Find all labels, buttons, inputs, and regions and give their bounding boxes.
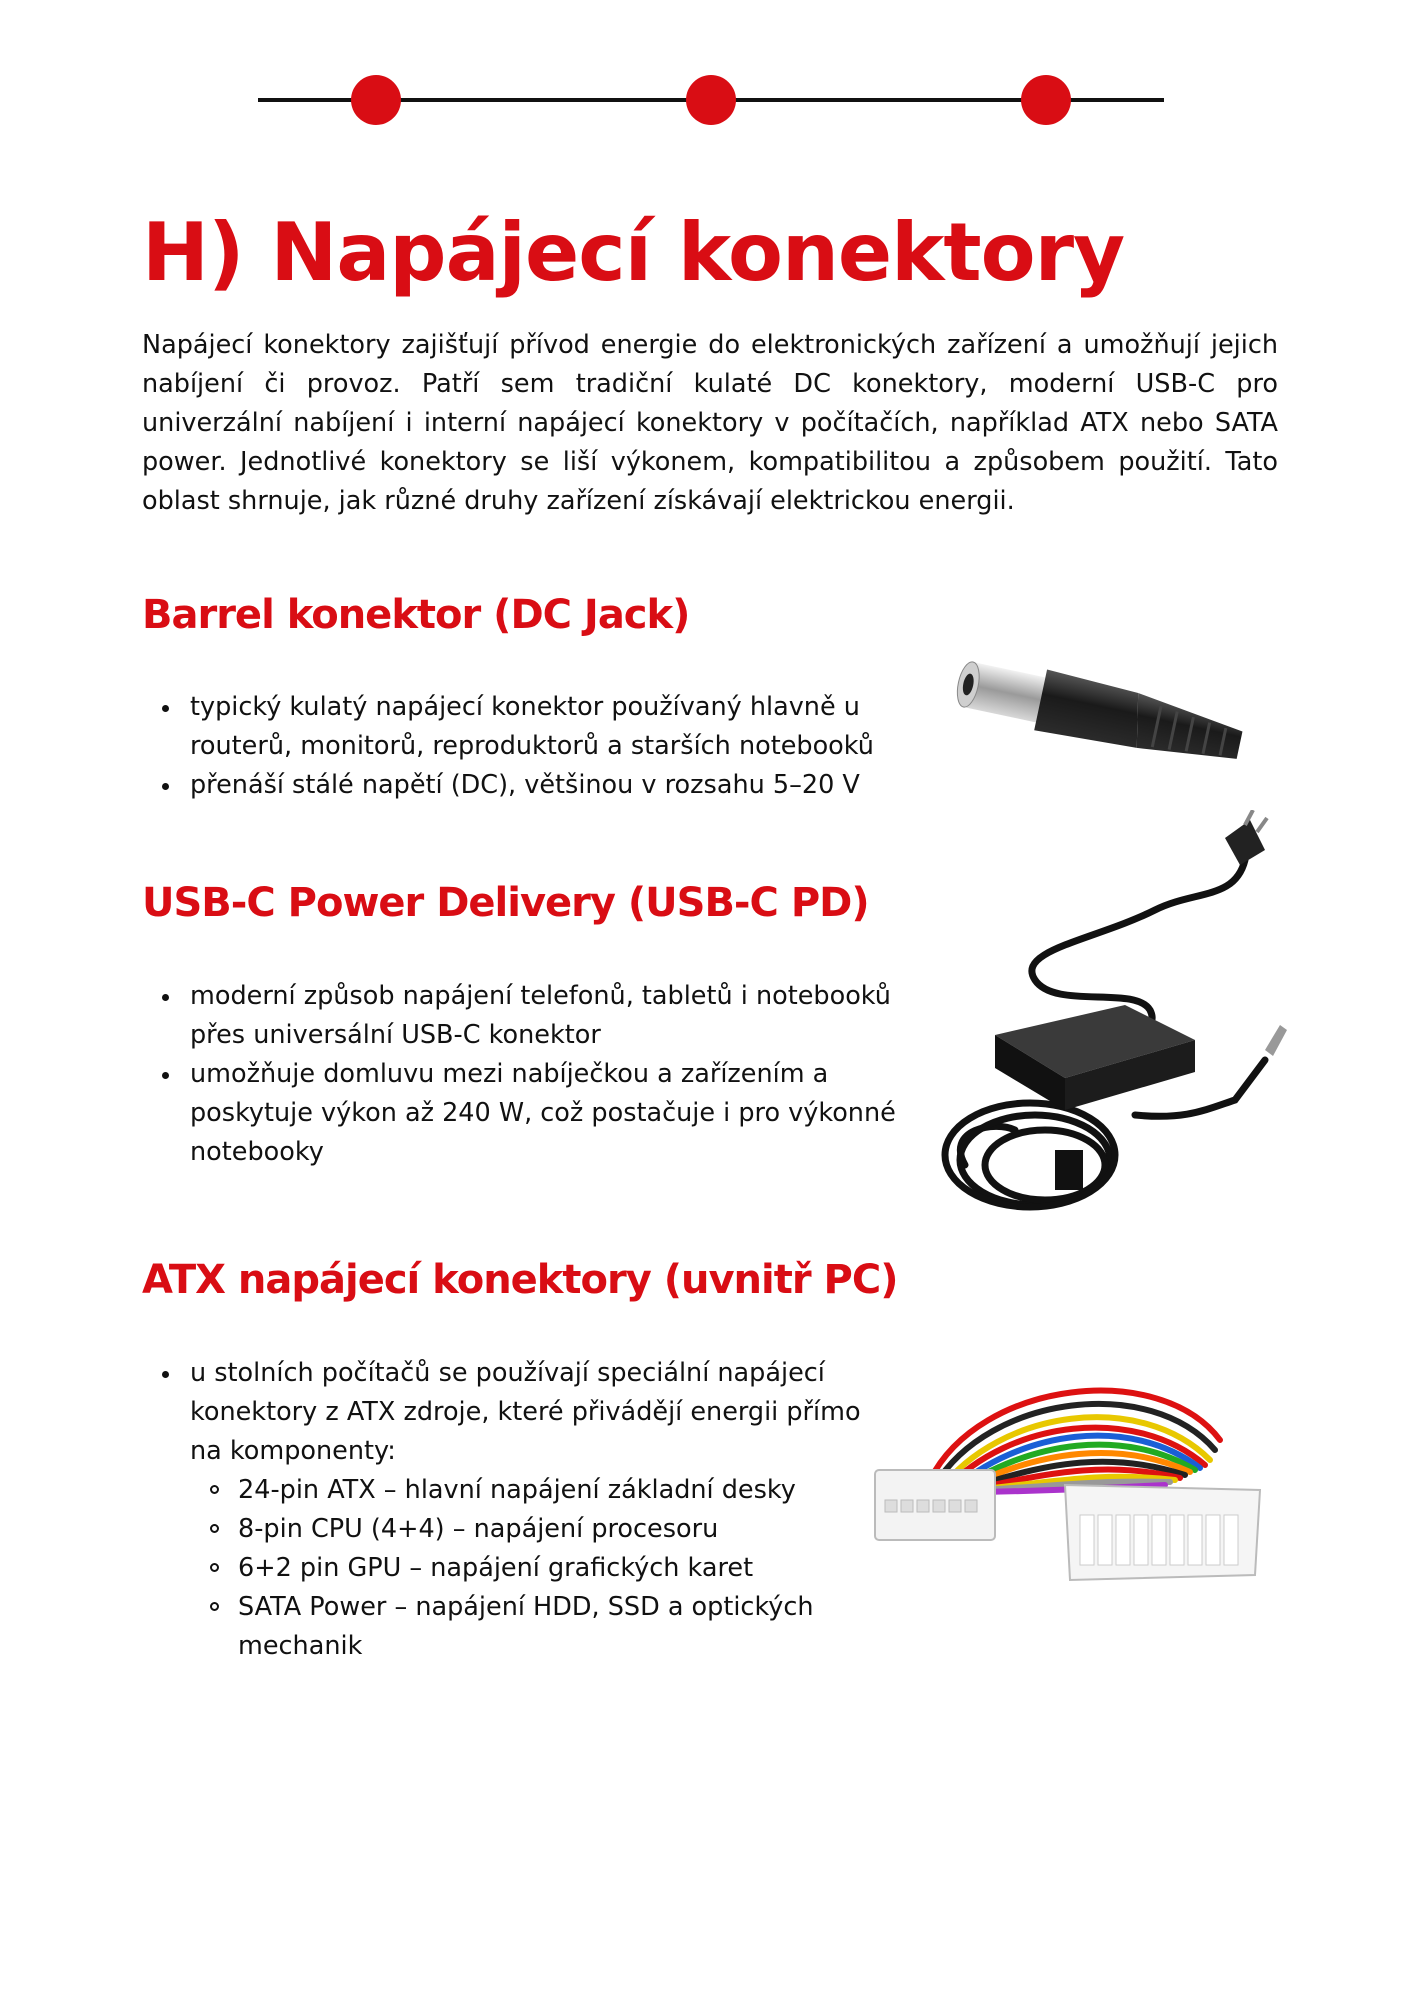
- section-heading-atx: ATX napájecí konektory (uvnitř PC): [142, 1257, 898, 1303]
- intro-paragraph: Napájecí konektory zajišťují přívod energie do elektronických zařízení a umožňují jejich nabíjení či provoz. Patří sem tradiční kulaté DC konektory, moderní USB-C pro univerzální nabíjení i interní napájecí konektory v počítačích, například ATX nebo SATA power. Jednotlivé konektory se liší výkonem, kompatibilitou a způsobem použití. Tato oblast shrnuje, jak různé druhy zařízení získávají elektrickou energii.: [142, 330, 1278, 516]
- list-item: umožňuje domluvu mezi nabíječkou a zařízením a poskytuje výkon až 240 W, což postačuje i pro výkonné notebooky: [190, 1055, 910, 1172]
- list-item: [190, 1354, 900, 1666]
- sub-list-item: 8-pin CPU (4+4) – napájení procesoru: [238, 1510, 900, 1549]
- sub-list-item: 24-pin ATX – hlavní napájení základní desky: [238, 1471, 900, 1510]
- decoration-dot: [686, 75, 736, 125]
- usbc-charger-image: [935, 810, 1295, 1240]
- list-item: moderní způsob napájení telefonů, tabletů i notebooků přes universální USB-C konektor: [190, 977, 910, 1055]
- barrel-bullet-list: [142, 688, 910, 805]
- decoration-dot: [1021, 75, 1071, 125]
- section-heading-barrel: Barrel konektor (DC Jack): [142, 592, 690, 638]
- header-decoration: [258, 70, 1164, 130]
- decoration-dot: [351, 75, 401, 125]
- list-item: typický kulatý napájecí konektor používaný hlavně u routerů, monitorů, reproduktorů a starších notebooků: [190, 688, 910, 766]
- atx-sub-list: [190, 1471, 900, 1666]
- sub-list-item: SATA Power – napájení HDD, SSD a optických mechanik: [238, 1588, 900, 1666]
- list-item: přenáší stálé napětí (DC), většinou v rozsahu 5–20 V: [190, 766, 910, 805]
- usbc-bullet-list: [142, 977, 910, 1172]
- sub-list-item: 6+2 pin GPU – napájení grafických karet: [238, 1549, 900, 1588]
- section-heading-usbc: USB-C Power Delivery (USB-C PD): [142, 880, 869, 926]
- atx-cable-image: [860, 1340, 1280, 1610]
- atx-bullet-list: [142, 1354, 900, 1666]
- dc-jack-image: [940, 655, 1290, 805]
- list-item-text: u stolních počítačů se používají speciální napájecí konektory z ATX zdroje, které přivádějí energii přímo na komponenty:: [190, 1358, 861, 1466]
- page-title: H) Napájecí konektory: [142, 206, 1125, 299]
